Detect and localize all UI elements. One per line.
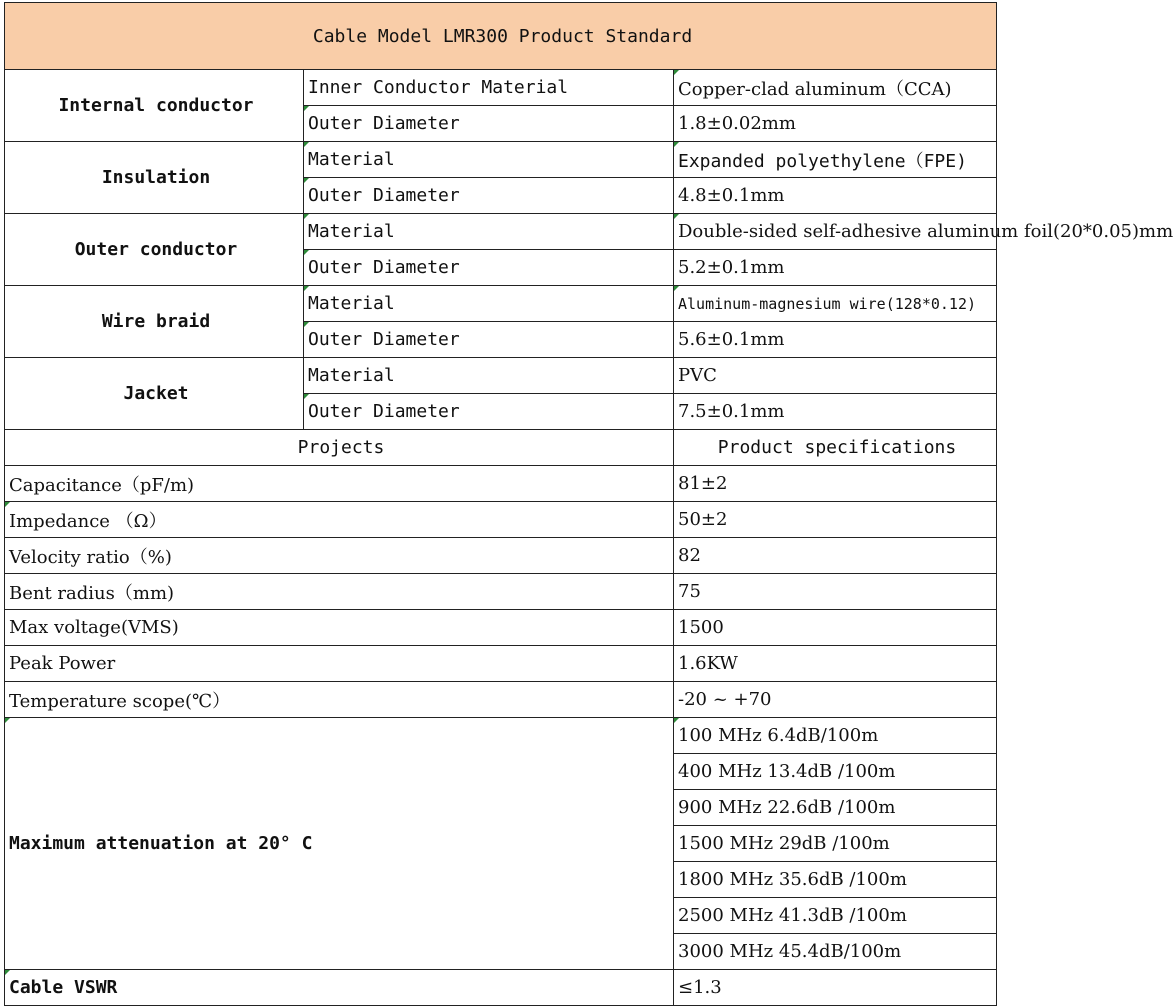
property-cell: Inner Conductor Material [304, 70, 674, 106]
group-internal-conductor: Internal conductor [5, 70, 304, 142]
spec-value: -20 ~ +70 [674, 682, 997, 718]
spec-value: 82 [674, 538, 997, 574]
spec-value: 1.6KW [674, 646, 997, 682]
property-cell: Material [304, 358, 674, 394]
spec-name: Bent radius（mm) [5, 574, 674, 610]
attenuation-value: 900 MHz 22.6dB /100m [674, 790, 997, 826]
property-cell: Outer Diameter [304, 250, 674, 286]
specifications-header: Product specifications [674, 430, 997, 466]
spec-value: 81±2 [674, 466, 997, 502]
property-cell: Outer Diameter [304, 178, 674, 214]
attenuation-value: 400 MHz 13.4dB /100m [674, 754, 997, 790]
spec-name: Impedance （Ω） [5, 502, 674, 538]
attenuation-label: Maximum attenuation at 20° C [5, 718, 674, 970]
value-cell: Aluminum-magnesium wire(128*0.12) [674, 286, 997, 322]
vswr-value: ≤1.3 [674, 970, 997, 1006]
spec-name: Velocity ratio（%) [5, 538, 674, 574]
group-outer-conductor: Outer conductor [5, 214, 304, 286]
attenuation-value: 1800 MHz 35.6dB /100m [674, 862, 997, 898]
group-insulation: Insulation [5, 142, 304, 214]
spec-value: 1500 [674, 610, 997, 646]
attenuation-value: 100 MHz 6.4dB/100m [674, 718, 997, 754]
spec-name: Temperature scope(℃） [5, 682, 674, 718]
value-cell: 5.6±0.1mm [674, 322, 997, 358]
attenuation-value: 2500 MHz 41.3dB /100m [674, 898, 997, 934]
property-cell: Material [304, 142, 674, 178]
value-cell: 4.8±0.1mm [674, 178, 997, 214]
property-cell: Outer Diameter [304, 106, 674, 142]
group-wire-braid: Wire braid [5, 286, 304, 358]
value-cell: Copper-clad aluminum（CCA) [674, 70, 997, 106]
property-cell: Outer Diameter [304, 322, 674, 358]
value-cell: 5.2±0.1mm [674, 250, 997, 286]
property-cell: Outer Diameter [304, 394, 674, 430]
spec-name: Peak Power [5, 646, 674, 682]
value-cell: 7.5±0.1mm [674, 394, 997, 430]
spec-value: 50±2 [674, 502, 997, 538]
spec-name: Max voltage(VMS) [5, 610, 674, 646]
table-title: Cable Model LMR300 Product Standard [5, 3, 997, 70]
spec-value: 75 [674, 574, 997, 610]
attenuation-value: 1500 MHz 29dB /100m [674, 826, 997, 862]
value-cell: Expanded polyethylene（FPE) [674, 142, 997, 178]
group-jacket: Jacket [5, 358, 304, 430]
attenuation-value: 3000 MHz 45.4dB/100m [674, 934, 997, 970]
projects-header: Projects [5, 430, 674, 466]
property-cell: Material [304, 286, 674, 322]
spec-name: Capacitance（pF/m) [5, 466, 674, 502]
value-cell: PVC [674, 358, 997, 394]
value-cell: Double-sided self-adhesive aluminum foil(20*0.05)mm [674, 214, 997, 250]
vswr-label: Cable VSWR [5, 970, 674, 1006]
value-cell: 1.8±0.02mm [674, 106, 997, 142]
spec-table [4, 2, 1173, 1006]
property-cell: Material [304, 214, 674, 250]
